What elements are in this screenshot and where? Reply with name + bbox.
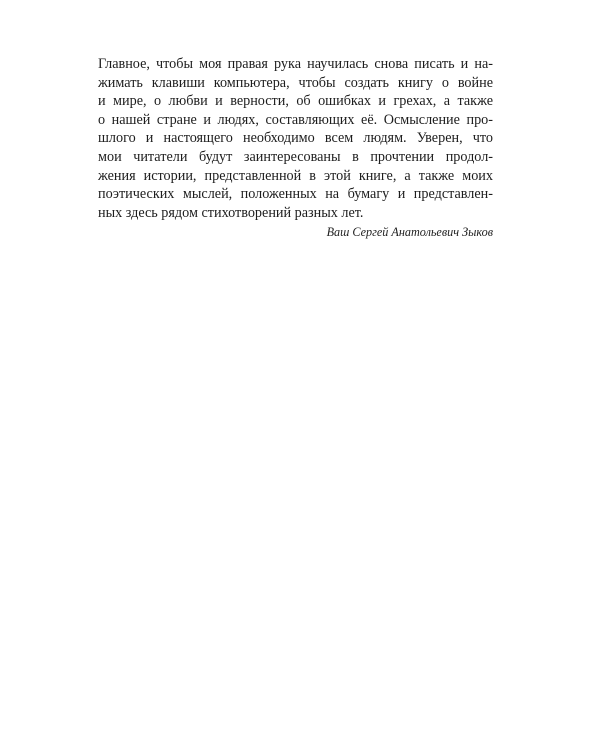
paragraph-line: жимать клавиши компьютера, чтобы создать книгу о войне	[98, 74, 493, 91]
paragraph-line: и мире, о любви и верности, об ошибках и грехах, а также	[98, 93, 493, 110]
paragraph-line: шлого и настоящего необходимо всем людям. Уверен, что	[98, 130, 493, 147]
paragraph-line: жения истории, представленной в этой книге, а также моих	[98, 167, 493, 184]
paragraph-line: мои читатели будут заинтересованы в прочтении продол-	[98, 148, 493, 165]
body-paragraph	[98, 55, 493, 222]
paragraph-line: о нашей стране и людях, составляющих её. Осмысление про-	[98, 111, 493, 128]
author-signature: Ваш Сергей Анатольевич Зыков	[326, 225, 493, 239]
paragraph-line: Главное, чтобы моя правая рука научилась снова писать и на-	[98, 56, 493, 72]
paragraph-line: поэтических мыслей, положенных на бумагу и представлен-	[98, 186, 493, 203]
paragraph-line: ных здесь рядом стихотворений разных лет.	[98, 204, 364, 221]
